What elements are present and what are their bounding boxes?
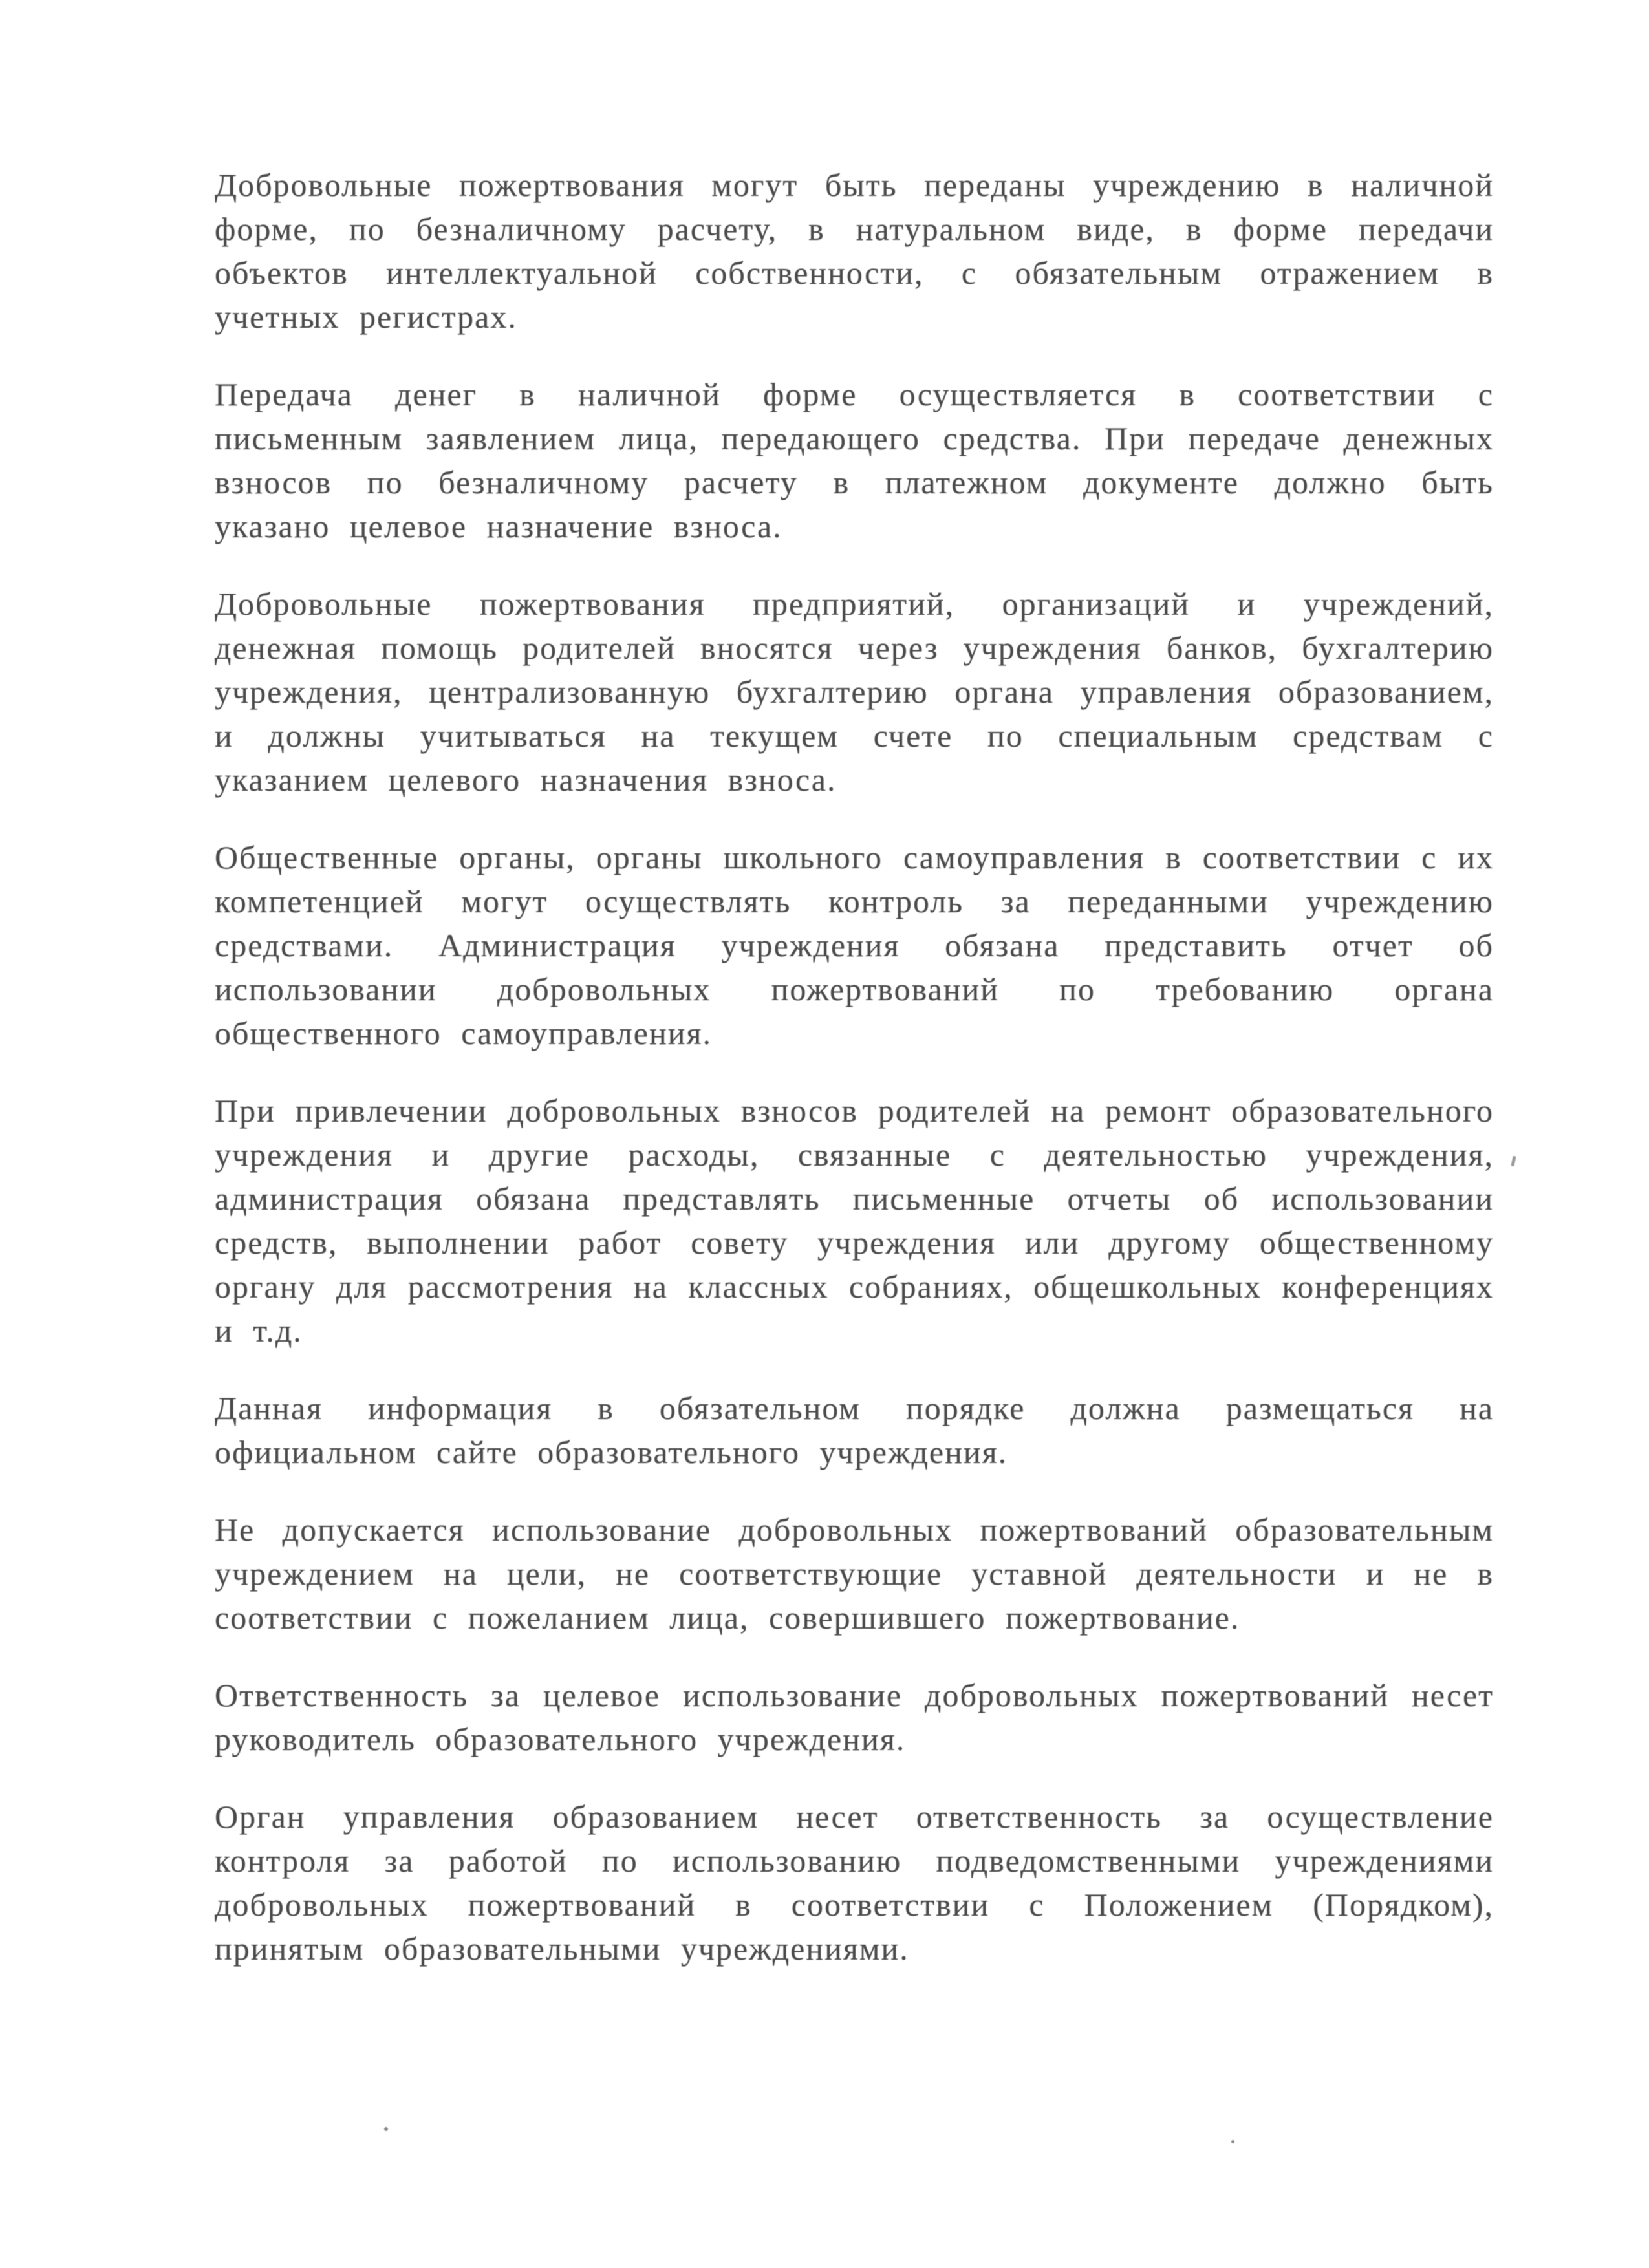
scan-artifact-dot <box>1231 2140 1234 2143</box>
paragraph-usage-restrictions: Не допускается использование добровольных пожертвований образовательным учреждением на цели, не соответствующие уставной деятельности и не в соответствии с пожеланием лица, совершившего пожертвование. <box>215 1512 1494 1636</box>
paragraph-director-liability: Ответственность за целевое использование добровольных пожертвований несет руководитель образовательного учреждения. <box>215 1677 1494 1757</box>
paragraph-authority-control: Орган управления образованием несет ответственность за осуществление контроля за работой по использованию подведомственными учреждениями добровольных пожертвований в соответствии с Положением (Порядком), принятым образовательными учреждениями. <box>215 1799 1494 1967</box>
scan-artifact-tick <box>1511 1156 1516 1167</box>
scan-artifact-dot <box>384 2127 388 2131</box>
paragraph-donation-forms: Добровольные пожертвования могут быть переданы учреждению в наличной форме, по безналичному расчету, в натуральном виде, в форме передачи объектов интеллектуальной собственности, с обязательным отражением в учетных регистрах. <box>215 167 1494 335</box>
paragraph-cash-transfer: Передача денег в наличной форме осуществляется в соответствии с письменным заявлением лица, передающего средства. При передаче денежных взносов по безналичному расчету в платежном документе должно быть указано целевое назначение взноса. <box>215 376 1494 544</box>
paragraph-public-control: Общественные органы, органы школьного самоуправления в соответствии с их компетенцией могут осуществлять контроль за переданными учреждению средствами. Администрация учреждения обязана представить отчет об использовании добровольных пожертвований по требованию органа общественного самоуправления. <box>215 839 1494 1051</box>
paragraph-parent-contributions: При привлечении добровольных взносов родителей на ремонт образовательного учреждения и другие расходы, связанные с деятельностью учреждения, администрация обязана представлять письменные отчеты об использовании средств, выполнении работ совету учреждения или другому общественному органу для рассмотрения на классных собраниях, общешкольных конференциях и т.д. <box>215 1093 1494 1349</box>
paragraph-website-publication: Данная информация в обязательном порядке должна размещаться на официальном сайте образовательного учреждения. <box>215 1390 1494 1470</box>
document-body <box>215 163 1494 1971</box>
paragraph-bank-accounting: Добровольные пожертвования предприятий, организаций и учреждений, денежная помощь родителей вносятся через учреждения банков, бухгалтерию учреждения, централизованную бухгалтерию органа управления образованием, и должны учитываться на текущем счете по специальным средствам с указанием целевого назначения взноса. <box>215 586 1494 798</box>
